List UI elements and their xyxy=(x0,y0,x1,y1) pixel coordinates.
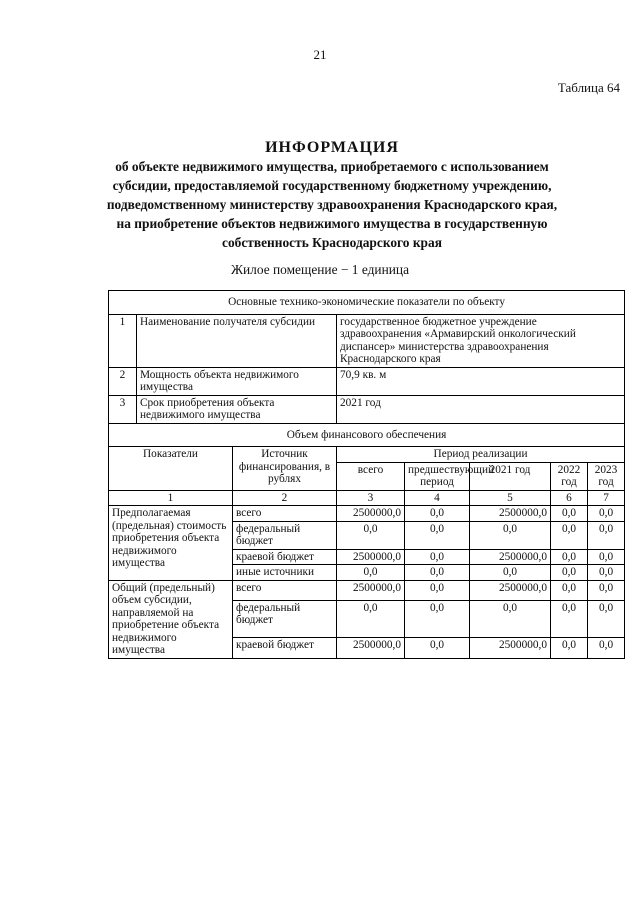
column-number-row xyxy=(109,490,625,506)
indicator-value: государственное бюджетное учреждение здравоохранения «Армавирский онкологический диспансер» министерства здравоохранения Краснодарского края xyxy=(337,314,625,367)
document-title: ИНФОРМАЦИЯ xyxy=(265,139,399,156)
finance-row xyxy=(109,580,625,600)
finance-2022: 0,0 xyxy=(551,506,588,522)
header-2021: 2021 год xyxy=(470,462,551,490)
col-number: 6 xyxy=(551,490,588,506)
finance-total: 2500000,0 xyxy=(337,638,405,659)
table-label: Таблица 64 xyxy=(557,80,620,95)
finance-row xyxy=(109,506,625,522)
finance-prev: 0,0 xyxy=(405,565,470,581)
indicator-row xyxy=(109,314,625,367)
finance-2023: 0,0 xyxy=(588,580,625,600)
finance-2022: 0,0 xyxy=(551,580,588,600)
indicator-row xyxy=(109,395,625,423)
finance-total: 2500000,0 xyxy=(337,549,405,565)
finance-total: 0,0 xyxy=(337,521,405,549)
finance-source: федеральный бюджет xyxy=(233,521,337,549)
section2-title: Объем финансового обеспечения xyxy=(109,423,625,447)
finance-2022: 0,0 xyxy=(551,638,588,659)
col-number: 2 xyxy=(233,490,337,506)
finance-prev: 0,0 xyxy=(405,600,470,637)
subtitle-line: об объекте недвижимого имущества, приобретаемого с использованием xyxy=(115,159,549,174)
finance-source: федеральный бюджет xyxy=(233,600,337,637)
indicator-name: Наименование получателя субсидии xyxy=(137,314,337,367)
indicator-name: Мощность объекта недвижимого имущества xyxy=(137,367,337,395)
indicator-name: Срок приобретения объекта недвижимого имущества xyxy=(137,395,337,423)
finance-2021: 2500000,0 xyxy=(470,549,551,565)
section-header-row xyxy=(109,423,625,447)
document-heading xyxy=(60,138,604,252)
indicator-num: 3 xyxy=(109,395,137,423)
finance-2021: 0,0 xyxy=(470,565,551,581)
finance-2023: 0,0 xyxy=(588,549,625,565)
info-table xyxy=(108,290,625,659)
finance-2023: 0,0 xyxy=(588,521,625,549)
header-source: Источник финансирования, в рублях xyxy=(233,447,337,491)
col-number: 7 xyxy=(588,490,625,506)
finance-2023: 0,0 xyxy=(588,600,625,637)
finance-2021: 2500000,0 xyxy=(470,506,551,522)
finance-prev: 0,0 xyxy=(405,521,470,549)
indicator-num: 1 xyxy=(109,314,137,367)
finance-2023: 0,0 xyxy=(588,638,625,659)
finance-source: краевой бюджет xyxy=(233,638,337,659)
header-period: Период реализации xyxy=(337,447,625,463)
finance-total: 0,0 xyxy=(337,565,405,581)
col-number: 1 xyxy=(109,490,233,506)
header-2022: 2022 год xyxy=(551,462,588,490)
finance-2022: 0,0 xyxy=(551,565,588,581)
finance-2022: 0,0 xyxy=(551,600,588,637)
col-number: 4 xyxy=(405,490,470,506)
finance-source: всего xyxy=(233,506,337,522)
finance-2021: 0,0 xyxy=(470,521,551,549)
indicator-value: 2021 год xyxy=(337,395,625,423)
subtitle-line: субсидии, предоставляемой государственному бюджетному учреждению, xyxy=(112,178,552,193)
page-number: 21 xyxy=(313,47,327,62)
finance-2023: 0,0 xyxy=(588,565,625,581)
header-previous: предшествующий период xyxy=(405,462,470,490)
finance-prev: 0,0 xyxy=(405,580,470,600)
col-number: 3 xyxy=(337,490,405,506)
header-row xyxy=(109,447,625,463)
finance-total: 0,0 xyxy=(337,600,405,637)
header-2023: 2023 год xyxy=(588,462,625,490)
indicator-num: 2 xyxy=(109,367,137,395)
finance-2021: 0,0 xyxy=(470,600,551,637)
indicator-value: 70,9 кв. м xyxy=(337,367,625,395)
finance-2022: 0,0 xyxy=(551,521,588,549)
section-header-row xyxy=(109,291,625,315)
finance-total: 2500000,0 xyxy=(337,580,405,600)
subtitle-line: на приобретение объектов недвижимого имущества в государственную xyxy=(116,216,548,231)
finance-2021: 2500000,0 xyxy=(470,580,551,600)
subtitle-line: подведомственному министерству здравоохранения Краснодарского края, xyxy=(106,197,558,212)
finance-total: 2500000,0 xyxy=(337,506,405,522)
finance-2022: 0,0 xyxy=(551,549,588,565)
finance-source: всего xyxy=(233,580,337,600)
finance-2021: 2500000,0 xyxy=(470,638,551,659)
finance-source: краевой бюджет xyxy=(233,549,337,565)
section1-title: Основные технико-экономические показатели по объекту xyxy=(109,291,625,315)
group2-label: Общий (предельный) объем субсидии, направляемой на приобретение объекта недвижимого имущества xyxy=(109,580,233,658)
finance-prev: 0,0 xyxy=(405,638,470,659)
header-indicators: Показатели xyxy=(109,447,233,491)
finance-prev: 0,0 xyxy=(405,549,470,565)
header-total: всего xyxy=(337,462,405,490)
finance-2023: 0,0 xyxy=(588,506,625,522)
indicator-row xyxy=(109,367,625,395)
group1-label: Предполагаемая (предельная) стоимость приобретения объекта недвижимого имущества xyxy=(109,506,233,581)
subtitle-line: собственность Краснодарского края xyxy=(222,235,442,250)
finance-prev: 0,0 xyxy=(405,506,470,522)
unit-line: Жилое помещение − 1 единица xyxy=(230,262,410,277)
col-number: 5 xyxy=(470,490,551,506)
finance-source: иные источники xyxy=(233,565,337,581)
